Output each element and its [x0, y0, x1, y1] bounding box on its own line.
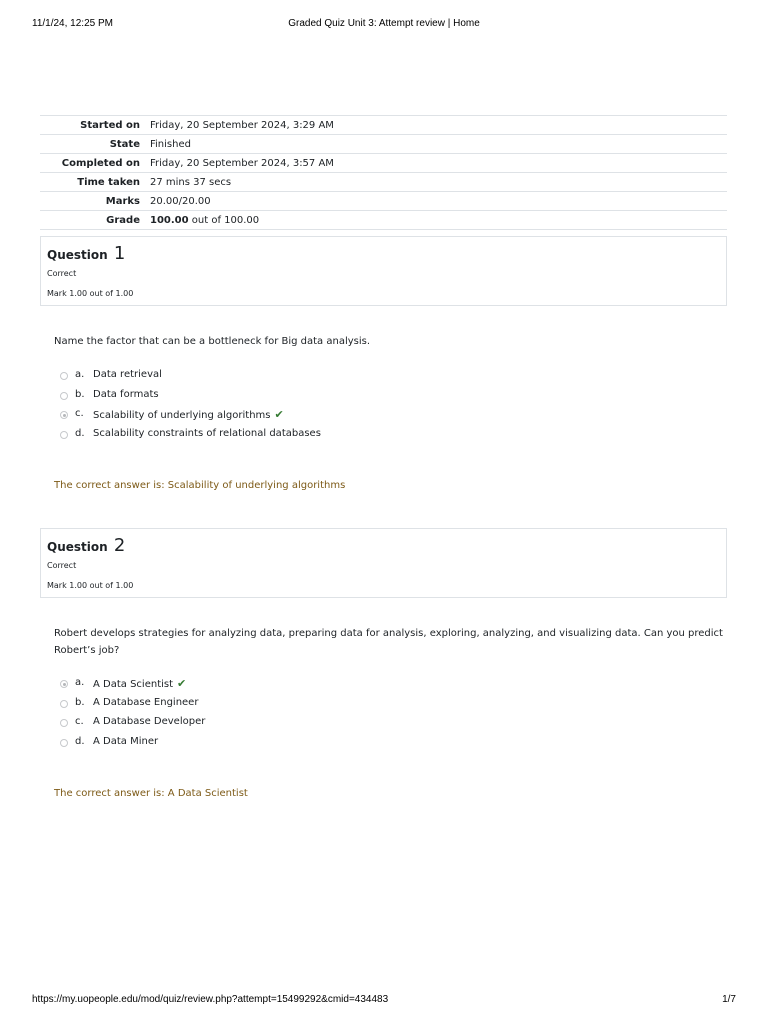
answer-letter: b.	[75, 696, 85, 708]
summary-row	[40, 192, 727, 211]
answer-text: Data formats	[93, 388, 159, 400]
summary-row	[40, 154, 727, 173]
print-page-number: 1/7	[722, 994, 736, 1005]
summary-value: Finished	[150, 138, 191, 150]
radio-button[interactable]	[60, 700, 68, 708]
print-datetime: 11/1/24, 12:25 PM	[32, 18, 113, 29]
radio-button-selected[interactable]	[60, 680, 68, 688]
radio-button[interactable]	[60, 739, 68, 747]
summary-value: 20.00/20.00	[150, 195, 211, 207]
summary-label: State	[109, 138, 140, 150]
summary-label: Started on	[80, 119, 140, 131]
question-1-info	[40, 236, 727, 306]
answer-letter: d.	[75, 427, 85, 439]
summary-label: Grade	[106, 214, 140, 226]
summary-value	[148, 211, 727, 230]
question-2-feedback: The correct answer is: A Data Scientist	[54, 788, 248, 799]
question-2-title	[47, 535, 125, 556]
question-heading: Question	[47, 248, 108, 262]
summary-label: Marks	[105, 195, 140, 207]
grade-out-of: out of 100.00	[188, 214, 260, 226]
question-mark: Mark 1.00 out of 1.00	[47, 289, 134, 298]
summary-label: Completed on	[61, 157, 140, 169]
radio-button[interactable]	[60, 719, 68, 727]
radio-button[interactable]	[60, 372, 68, 380]
answer-text: A Data Miner	[93, 735, 159, 747]
answer-text: A Database Engineer	[93, 696, 199, 708]
question-2-text: Robert develops strategies for analyzing data, preparing data for analysis, exploring, analyzing, and visualizing data. Can you predict Robert’s job?	[54, 628, 723, 656]
answer-letter: c.	[75, 408, 84, 419]
summary-row	[40, 135, 727, 154]
answer-text: A Database Developer	[93, 716, 206, 727]
question-1-feedback: The correct answer is: Scalability of underlying algorithms	[54, 480, 346, 491]
summary-value: Friday, 20 September 2024, 3:29 AM	[150, 119, 334, 131]
question-1-title	[47, 243, 125, 264]
answer-text: A Data Scientist	[93, 679, 174, 690]
question-state: Correct	[47, 561, 77, 570]
print-url[interactable]: https://my.uopeople.edu/mod/quiz/review.php?attempt=15499292&cmid=434483	[32, 994, 389, 1005]
question-mark: Mark 1.00 out of 1.00	[47, 581, 134, 590]
answer-text: Data retrieval	[93, 369, 162, 380]
check-icon: ✔	[274, 408, 284, 421]
question-heading: Question	[47, 540, 108, 554]
question-state: Correct	[47, 269, 77, 278]
question-2-info	[40, 528, 727, 598]
answer-letter: b.	[75, 388, 85, 400]
print-page-title: Graded Quiz Unit 3: Attempt review | Home	[288, 18, 480, 29]
radio-button[interactable]	[60, 431, 68, 439]
answer-text: Scalability constraints of relational databases	[93, 427, 321, 439]
radio-button[interactable]	[60, 392, 68, 400]
grade-value: 100.00	[150, 214, 189, 226]
attempt-summary-table	[40, 115, 727, 230]
answer-text-correct	[93, 408, 284, 421]
answer-letter: d.	[75, 735, 85, 747]
answer-text: Scalability of underlying algorithms	[93, 410, 271, 421]
check-icon: ✔	[177, 677, 187, 690]
summary-row	[40, 116, 727, 135]
answer-letter: a.	[75, 677, 85, 688]
summary-value: 27 mins 37 secs	[150, 176, 232, 188]
question-1-text: Name the factor that can be a bottleneck for Big data analysis.	[54, 336, 371, 347]
answer-letter: c.	[75, 716, 84, 727]
summary-row	[40, 173, 727, 192]
question-number: 1	[113, 243, 126, 264]
question-number: 2	[113, 535, 126, 556]
print-footer	[32, 994, 736, 1008]
summary-value: Friday, 20 September 2024, 3:57 AM	[150, 157, 334, 169]
answer-text-correct	[93, 677, 186, 690]
summary-label: Time taken	[77, 176, 140, 188]
answer-letter: a.	[75, 369, 85, 380]
summary-row	[40, 211, 727, 230]
radio-button-selected[interactable]	[60, 411, 68, 419]
print-header	[32, 18, 736, 32]
